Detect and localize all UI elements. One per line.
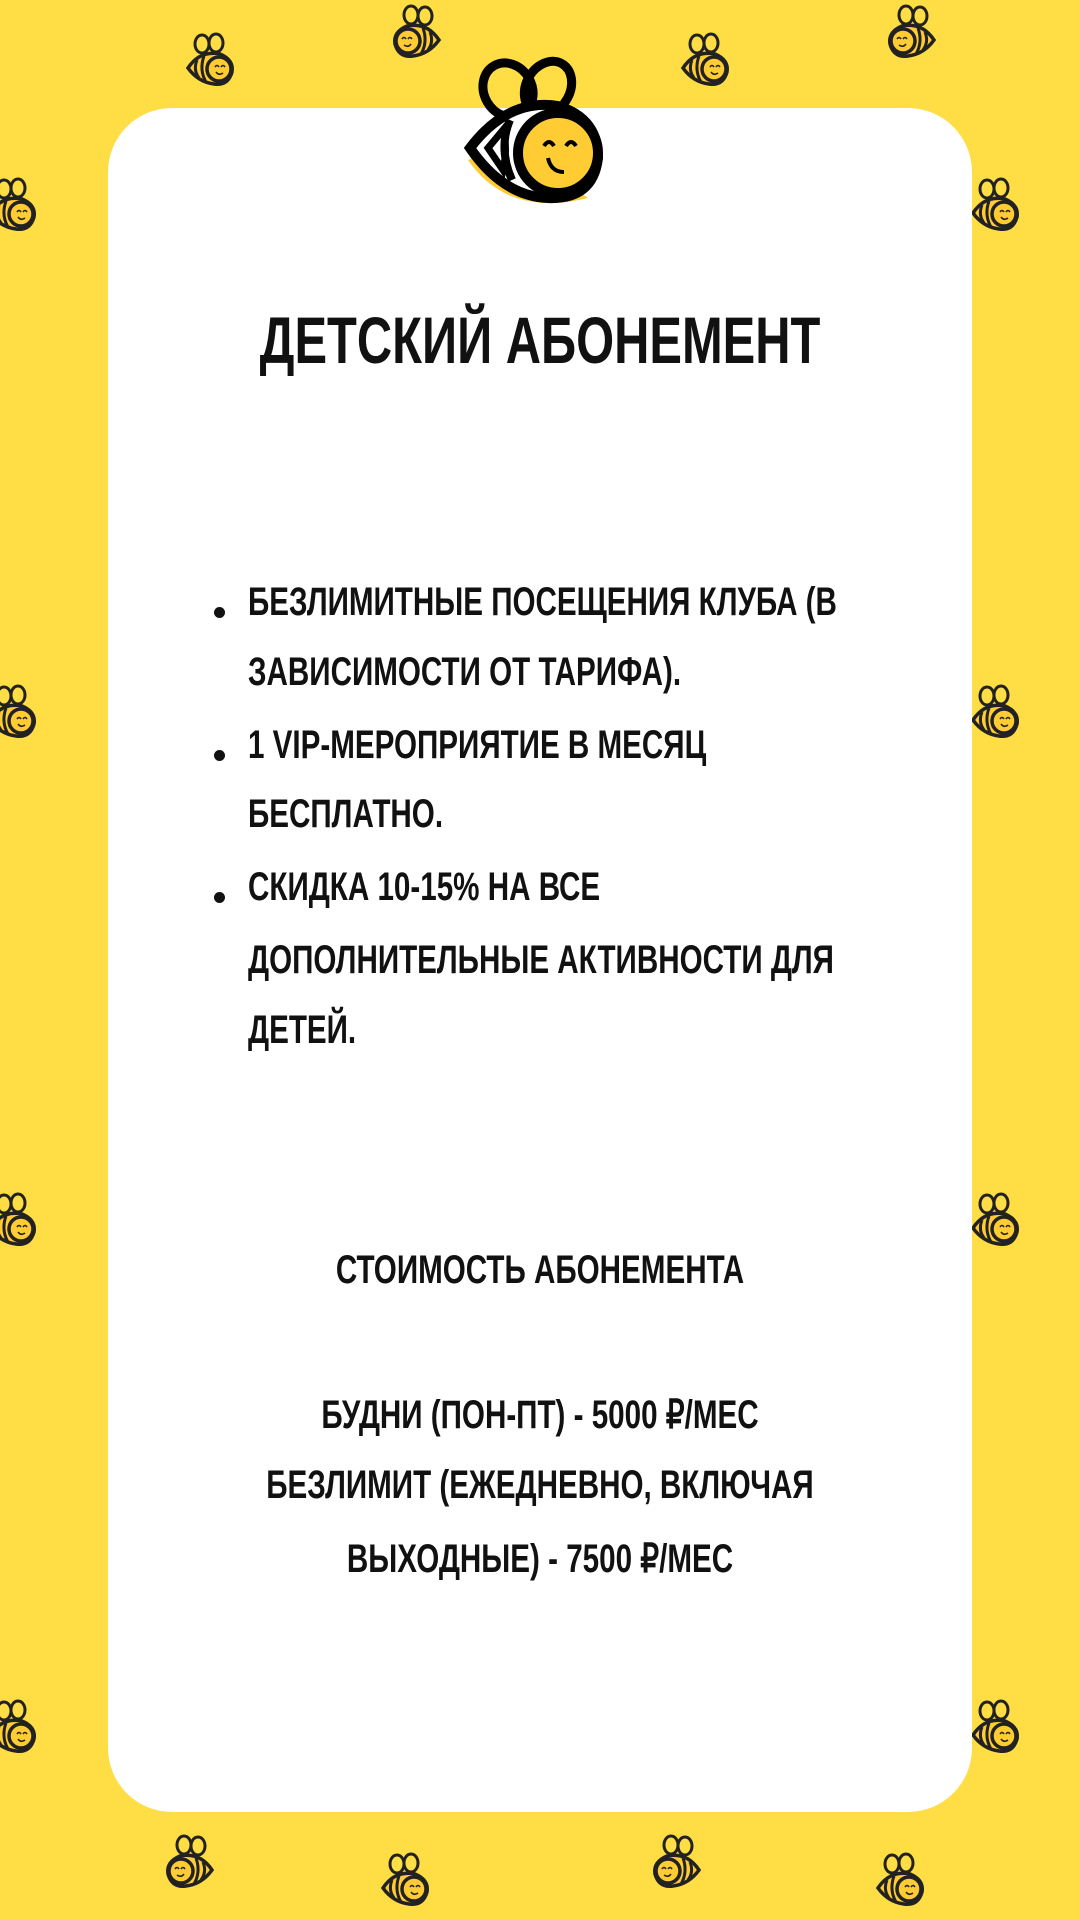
bee-logo-icon — [448, 48, 618, 213]
bee-icon — [965, 1697, 1027, 1759]
pricing-heading: СТОИМОСТЬ АБОНЕМЕНТА — [335, 1248, 745, 1292]
benefit-3-line-2: ДОПОЛНИТЕЛЬНЫЕ АКТИВНОСТИ ДЛЯ — [248, 938, 834, 982]
bee-icon — [0, 175, 44, 237]
benefit-3-line-1: СКИДКА 10-15% НА ВСЕ — [248, 865, 601, 909]
bee-icon — [375, 1850, 437, 1912]
bee-icon — [0, 682, 44, 744]
bee-icon — [0, 1697, 44, 1759]
bee-icon — [180, 30, 242, 92]
page-title: ДЕТСКИЙ АБОНЕМЕНТ — [259, 303, 821, 377]
bee-icon — [965, 682, 1027, 744]
benefit-2-line-1: 1 VIP-МЕРОПРИЯТИЕ В МЕСЯЦ — [248, 723, 707, 767]
benefit-2-line-2: БЕСПЛАТНО. — [248, 792, 444, 836]
bee-icon — [870, 1850, 932, 1912]
bee-icon — [158, 1832, 220, 1894]
bee-icon — [880, 2, 942, 64]
bee-icon — [675, 30, 737, 92]
bullet-icon — [214, 892, 225, 903]
benefit-1-line-2: ЗАВИСИМОСТИ ОТ ТАРИФА). — [248, 650, 682, 694]
bee-icon — [385, 2, 447, 64]
price-unlimited-line-2: ВЫХОДНЫЕ) - 7500 ₽/МЕС — [346, 1537, 734, 1581]
price-unlimited-line-1: БЕЗЛИМИТ (ЕЖЕДНЕВНО, ВКЛЮЧАЯ — [266, 1463, 814, 1507]
bee-icon — [645, 1832, 707, 1894]
bee-icon — [965, 175, 1027, 237]
bee-icon — [0, 1190, 44, 1252]
bee-icon — [965, 1190, 1027, 1252]
bullet-icon — [214, 750, 225, 761]
benefit-1-line-1: БЕЗЛИМИТНЫЕ ПОСЕЩЕНИЯ КЛУБА (В — [248, 580, 837, 624]
benefit-3-line-3: ДЕТЕЙ. — [248, 1008, 357, 1052]
price-weekdays: БУДНИ (ПОН-ПТ) - 5000 ₽/МЕС — [321, 1393, 759, 1437]
bullet-icon — [214, 607, 225, 618]
